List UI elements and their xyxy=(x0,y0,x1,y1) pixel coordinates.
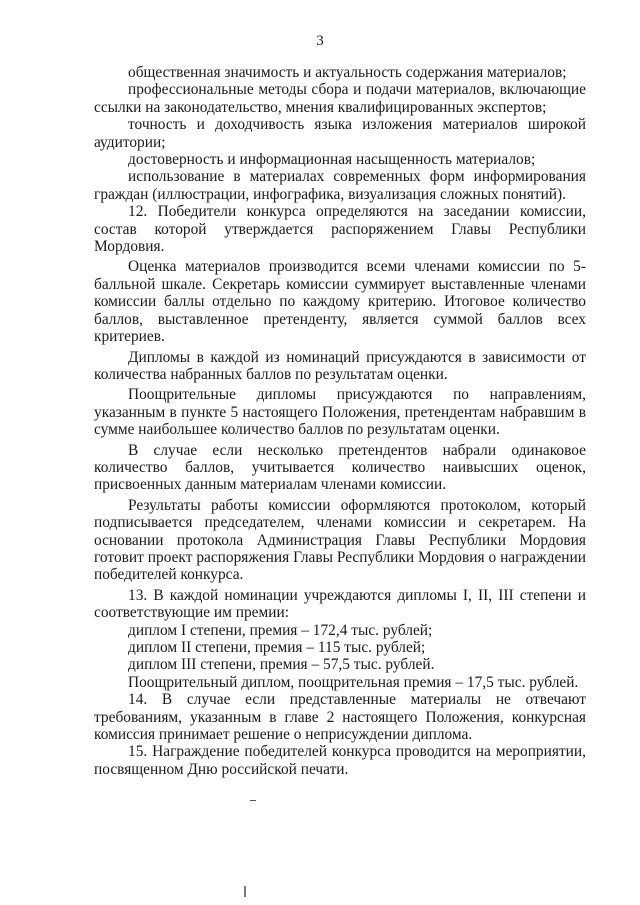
clause-14: 14. В случае если представленные материалы не отвечают требованиям, указанным в главе 2 настоящего Положения, конкурсная комиссия принимает решение о неприсуждении диплома. xyxy=(94,691,586,744)
prize-first-degree: диплом I степени, премия – 172,4 тыс. рублей; xyxy=(128,621,433,639)
scan-mark xyxy=(250,800,256,801)
prize-second-degree: диплом II степени, премия – 115 тыс. рублей; xyxy=(128,639,426,656)
document-body xyxy=(94,64,586,778)
criterion-significance: общественная значимость и актуальность содержания материалов; xyxy=(128,64,567,81)
criterion-modern-forms: использование в материалах современных форм информирования граждан (иллюстрации, инфографика, визуализация сложных понятий). xyxy=(94,168,586,203)
protocol-paragraph: Результаты работы комиссии оформляются протоколом, который подписывается председателем, членами комиссии и секретарем. На основании протокола Администрация Главы Республики Мордовия готовит проект распоряжения Главы Республики Мордовия о награждении победителей конкурса. xyxy=(94,496,586,584)
criterion-language: точность и доходчивость языка изложения материалов широкой аудитории; xyxy=(94,116,586,151)
clause-12: 12. Победители конкурса определяются на заседании комиссии, состав которой утверждается распоряжением Главы Республики Мордовия. xyxy=(94,203,586,256)
scan-tick xyxy=(244,886,246,897)
prize-incentive: Поощрительный диплом, поощрительная премия – 17,5 тыс. рублей. xyxy=(128,673,579,691)
incentive-diplomas-paragraph: Поощрительные дипломы присуждаются по направлениям, указанным в пункте 5 настоящего Положения, претендентам набравшим в сумме наибольшее количество баллов по результатам оценки. xyxy=(94,386,586,439)
diplomas-paragraph: Дипломы в каждой из номинаций присуждаются в зависимости от количества набранных баллов по результатам оценки. xyxy=(94,348,586,383)
page-number: 3 xyxy=(316,33,324,49)
prize-third-degree: диплом III степени, премия – 57,5 тыс. рублей. xyxy=(128,656,435,674)
criterion-methods: профессиональные методы сбора и подачи материалов, включающие ссылки на законодательство, мнения квалифицированных экспертов; xyxy=(94,81,586,116)
criterion-reliability: достоверность и информационная насыщенность материалов; xyxy=(128,151,536,169)
evaluation-paragraph: Оценка материалов производится всеми членами комиссии по 5-балльной шкале. Секретарь комиссии суммирует выставленные членами комиссии баллы отдельно по каждому критерию. Итоговое количество баллов, выставленное претенденту, является суммой баллов всех критериев. xyxy=(94,258,586,346)
tie-rule-paragraph: В случае если несколько претендентов набрали одинаковое количество баллов, учитывается количество наивысших оценок, присвоенных данным материалам членами комиссии. xyxy=(94,441,586,494)
clause-13: 13. В каждой номинации учреждаются дипломы I, II, III степени и соответствующие им премии: xyxy=(94,586,586,622)
clause-15: 15. Награждение победителей конкурса проводится на мероприятии, посвященном Дню российской печати. xyxy=(94,743,586,778)
